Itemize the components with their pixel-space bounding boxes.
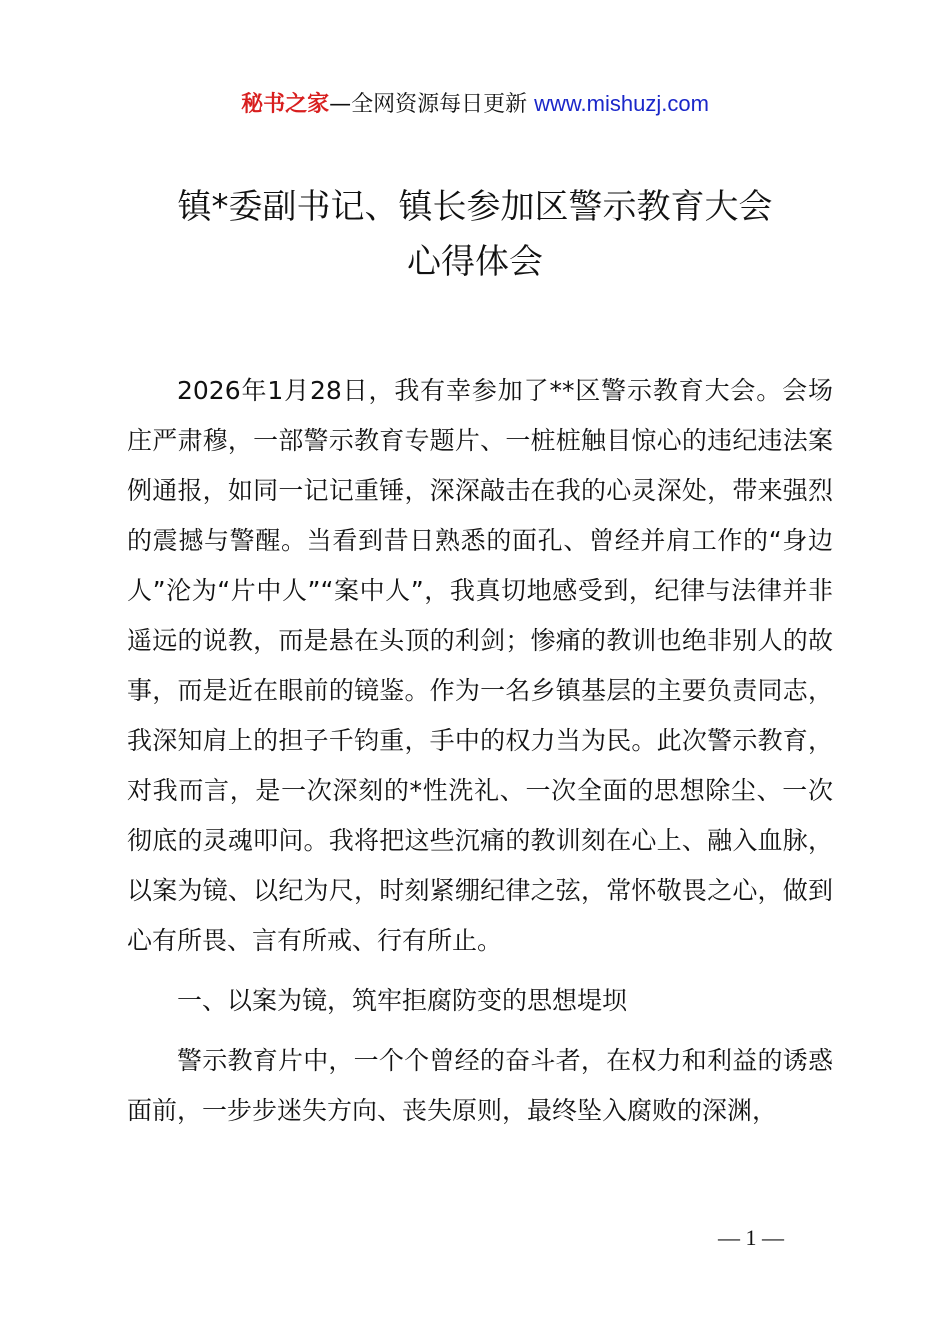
site-tagline: —全网资源每日更新 <box>329 92 535 117</box>
title-line-1: 镇*委副书记、镇长参加区警示教育大会 <box>177 187 773 227</box>
site-header <box>0 88 950 121</box>
page-number: — 1 — <box>718 1225 784 1250</box>
title-line-2: 心得体会 <box>407 242 543 282</box>
document-title <box>0 180 950 290</box>
section-heading-1: 一、以案为镜，筑牢拒腐防变的思想堤坝 <box>177 986 628 1015</box>
site-brand: 秘书之家 <box>241 92 330 117</box>
body-paragraph-1: 2026年1月28日，我有幸参加了**区警示教育大会。会场庄严肃穆，一部警示教育专题片、一桩桩触目惊心的违纪违法案例通报，如同一记记重锤，深深敲击在我的心灵深处，带来强烈的震撼与警醒。当看到昔日熟悉的面孔、曾经并肩工作的“身边人”沦为“片中人”“案中人”，我真切地感受到，纪律与法律并非遥远的说教，而是悬在头顶的利剑；惨痛的教训也绝非别人的故事，而是近在眼前的镜鉴。作为一名乡镇基层的主要负责同志，我深知肩上的担子千钧重，手中的权力当为民。此次警示教育，对我而言，是一次深刻的*性洗礼、一次全面的思想除尘、一次彻底的灵魂叩问。我将把这些沉痛的教训刻在心上、融入血脉，以案为镜、以纪为尺，时刻紧绷纪律之弦，常怀敬畏之心，做到心有所畏、言有所戒、行有所止。 <box>127 376 833 955</box>
document-body <box>127 366 833 1136</box>
body-paragraph-2: 警示教育片中，一个个曾经的奋斗者，在权力和利益的诱惑面前，一步步迷失方向、丧失原则，最终坠入腐败的深渊， <box>127 1046 833 1125</box>
site-url-link[interactable]: www.mishuzj.com <box>534 91 709 116</box>
